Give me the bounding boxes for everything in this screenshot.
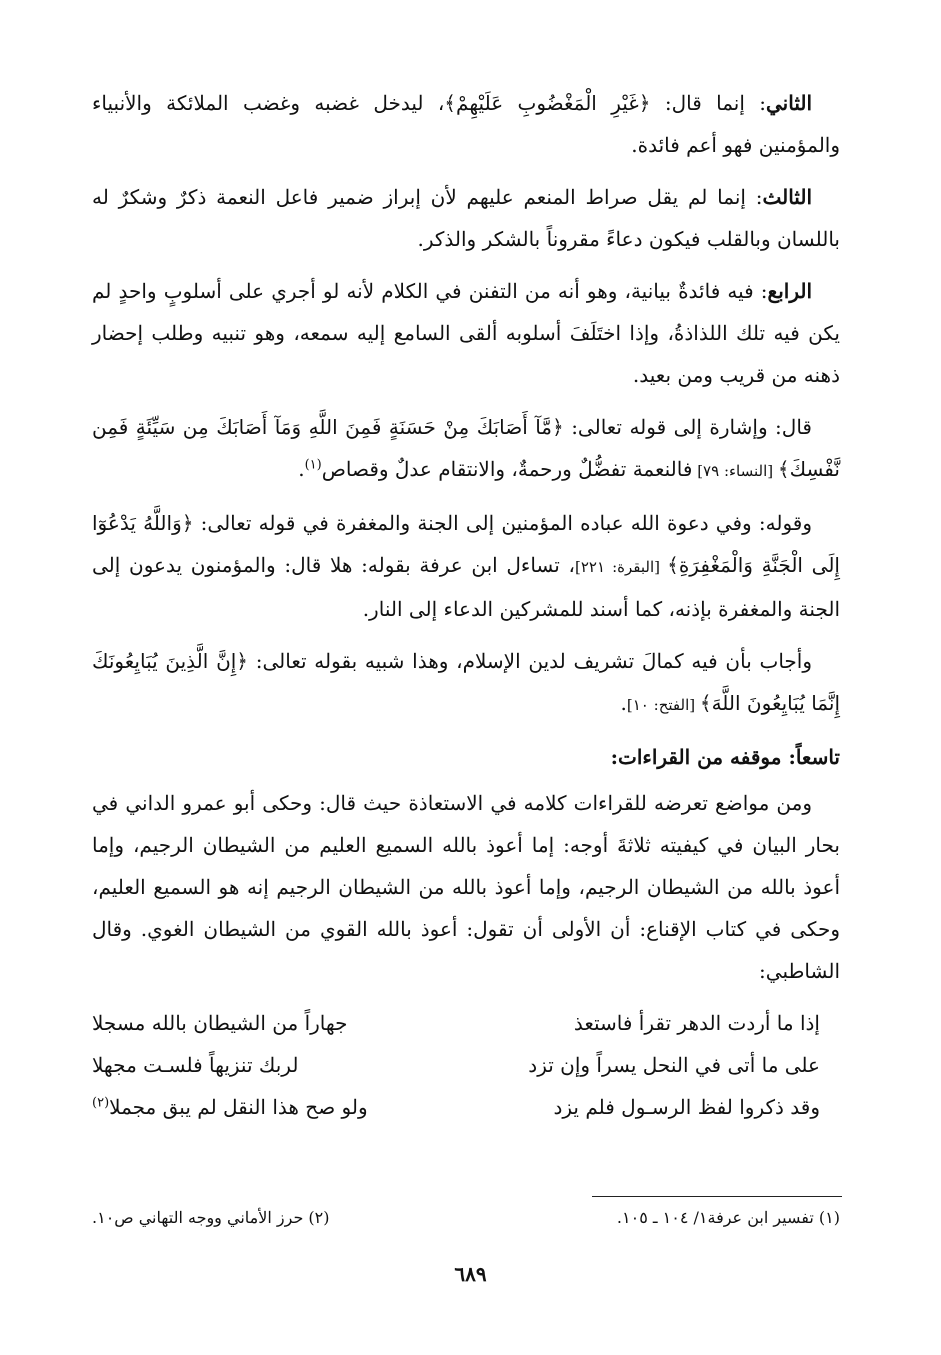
quran-quote: ﴿غَيْرِ الْمَغْضُوبِ عَلَيْهِمْ﴾ [444, 91, 651, 115]
paragraph-text: ، تساءل ابن عرفة بقوله: هلا قال: والمؤمنون يدعون إلى الجنة والمغفرة بإذنه، كما أسند للمشركين الدعاء إلى النار. [92, 553, 840, 621]
paragraph-text: ، ليدخل غضبه وغضب الملائكة والأنبياء والمؤمنين فهو أعم فائدة. [92, 91, 840, 157]
footnote-1: (١) تفسير ابن عرفة١/ ١٠٤ ـ ١٠٥. [616, 1208, 840, 1227]
poem-second-hemistich: لربك تنزيهاً فلسـت مجهلا [92, 1053, 299, 1077]
paragraph-isharah [92, 406, 840, 492]
footnote-2: (٢) حرز الأماني ووجه التهاني ص١٠. [92, 1208, 330, 1227]
paragraph-text: : إنما قال: [650, 91, 766, 115]
quran-quote: ﴿إِنَّ الَّذِينَ يُبَايِعُونَكَ إِنَّمَا يُبَايِعُونَ اللَّهَ﴾ [92, 649, 840, 715]
paragraph-text: . [620, 691, 627, 715]
footnote-divider [592, 1196, 842, 1197]
paragraph-dawah [92, 502, 840, 630]
poem-first-hemistich: إذا ما أردت الدهر تقرأ فاستعذ [573, 1011, 820, 1035]
poem [92, 1002, 840, 1128]
poem-second-hemistich-text: ولو صح هذا النقل لم يبق مجملا [109, 1095, 368, 1119]
poem-second-hemistich: جهاراً من الشيطان بالله مسجلا [92, 1011, 348, 1035]
paragraph-answer [92, 640, 840, 726]
paragraph-text: وقوله: وفي دعوة الله عباده المؤمنين إلى الجنة والمغفرة في قوله تعالى: [193, 511, 813, 535]
page-number: ٦٨٩ [454, 1262, 487, 1286]
page-body [92, 82, 840, 1128]
quran-reference: [البقرة: ٢٢١] [574, 558, 668, 576]
quran-reference: [الفتح: ١٠] [626, 696, 700, 714]
paragraph-text: قال: وإشارة إلى قوله تعالى: [563, 415, 812, 439]
paragraph-lead: الثالث [762, 185, 812, 209]
paragraph-second [92, 82, 840, 166]
quran-quote: ﴿وَاللَّهُ يَدْعُوٓا إِلَى الْجَنَّةِ وَالْمَغْفِرَةِ﴾ [92, 511, 840, 577]
paragraph-end: . [298, 457, 305, 481]
paragraph-fourth [92, 270, 840, 396]
paragraph-readings: ومن مواضع تعرضه للقراءات كلامه في الاستعاذة حيث قال: وحكى أبو عمرو الداني في بحار البيان في كيفيته ثلاثةَ أوجه: إما أعوذ بالله السميع العليم من الشيطان الرجيم، وإما أعوذ بالله من الشيطان الرجيم، وإما أعوذ بالله من الشيطان الرجيم إنه هو السميع العليم، وحكى في كتاب الإقناع: أن الأولى أن تقول: أعوذ بالله القوي من الشيطان الغوي. وقال الشاطبي: [92, 791, 840, 983]
section-heading: تاسعاً: موقفه من القراءات: [610, 745, 840, 769]
poem-first-hemistich: وقد ذكروا لفظ الرسـول فلم يزد [553, 1095, 820, 1119]
paragraph-text: : فيه فائدةٌ بيانية، وهو أنه من التفنن في الكلام لأنه لو أجري على أسلوبٍ واحدٍ لم يكن فيه تلك اللذاذةُ، وإذا اختَلَفَ أسلوبه ألقى السامع إليه سمعه، وهو تنبيه وطلب إحضار ذهنه من قريب ومن بعيد. [92, 279, 840, 387]
poem-verse [92, 1002, 840, 1044]
poem-verse [92, 1086, 840, 1128]
paragraph-text: فالنعمة تفضُّلٌ ورحمةٌ، والانتقام عدلٌ وقصاص [321, 457, 693, 481]
footnote-marker: (٢) [92, 1095, 110, 1111]
quran-reference: [النساء: ٧٩] [692, 462, 778, 480]
footnote-marker: (١) [304, 457, 322, 473]
paragraph-lead: الثاني [766, 91, 813, 115]
quran-quote: ﴿مَّآ أَصَابَكَ مِنْ حَسَنَةٍ فَمِنَ اللَّهِ وَمَآ أَصَابَكَ مِن سَيِّئَةٍ فَمِن نَّفْسِكَ﴾ [92, 415, 840, 481]
poem-first-hemistich: على ما أتى في النحل يسراً وإن تزد [528, 1053, 820, 1077]
paragraph-third [92, 176, 840, 260]
paragraph-text: : إنما لم يقل صراط المنعم عليهم لأن إبراز ضمير فاعل النعمة ذكرٌ وشكرٌ له باللسان وبالقلب فيكون دعاءً مقروناً بالشكر والذكر. [92, 185, 840, 251]
poem-second-hemistich [92, 1086, 422, 1128]
footnotes [92, 1208, 840, 1227]
paragraph-text: وأجاب بأن فيه كمالَ تشريف لدين الإسلام، وهذا شبيه بقوله تعالى: [248, 649, 812, 673]
paragraph-lead: الرابع [767, 279, 812, 303]
poem-verse [92, 1044, 840, 1086]
